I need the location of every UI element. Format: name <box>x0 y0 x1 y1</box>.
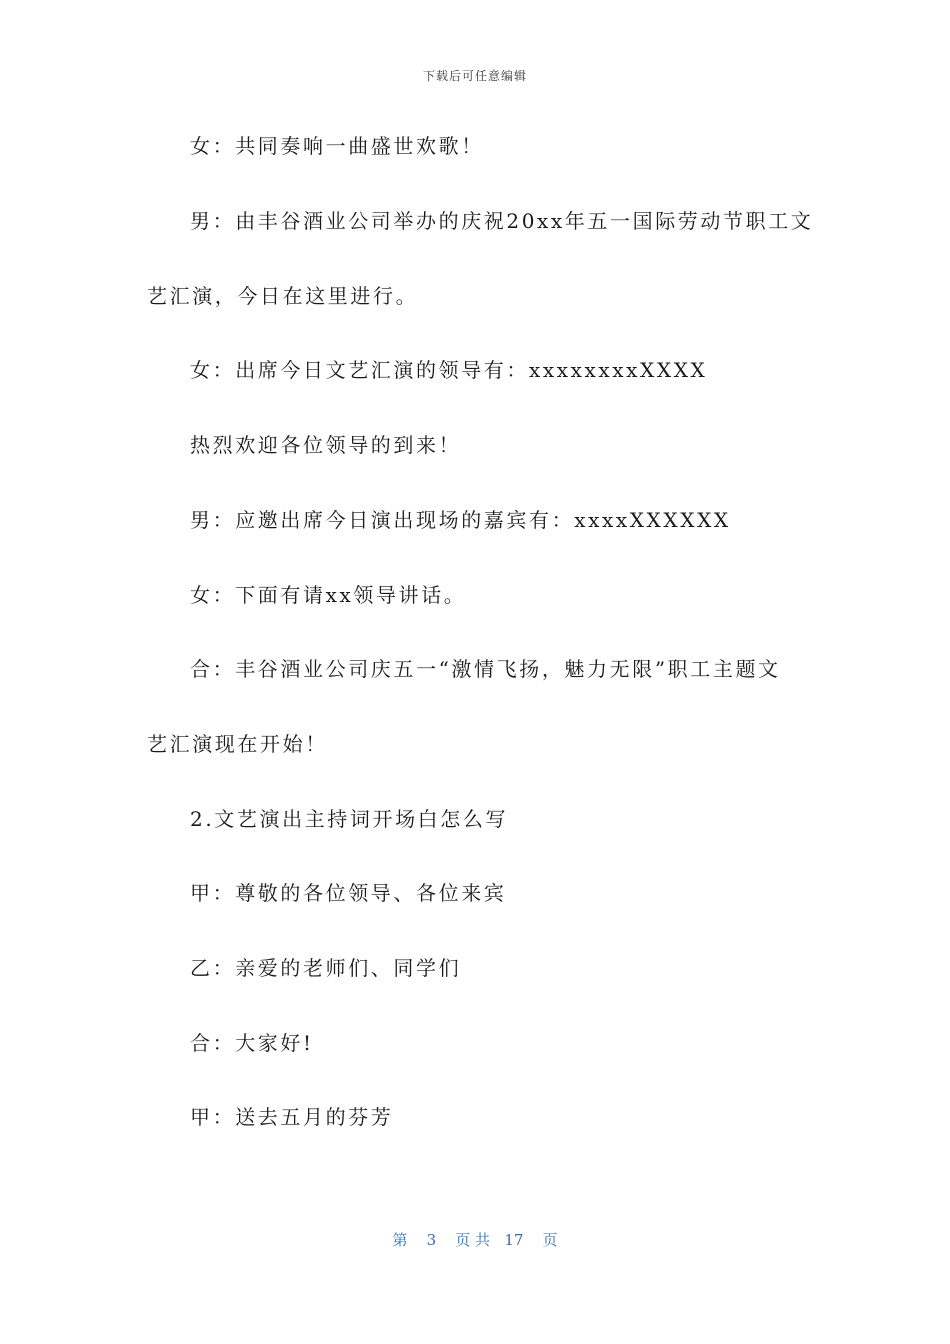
text-line-14: 甲：送去五月的芬芳 <box>190 1105 394 1129</box>
text-line-13: 合：大家好! <box>190 1031 314 1055</box>
text-line-1: 女：共同奏响一曲盛世欢歌！ <box>190 134 484 158</box>
text-line-8: 合：丰谷酒业公司庆五一“激情飞扬，魅力无限”职工主题文 <box>190 657 781 681</box>
footer-current-page: 3 <box>426 1231 437 1249</box>
text-line-4: 女：出席今日文艺汇演的领导有：xxxxxxxxXXXX <box>190 358 708 382</box>
footer-suffix: 页 <box>542 1231 558 1249</box>
section-heading: 2.文艺演出主持词开场白怎么写 <box>190 807 509 831</box>
text-line-7: 女：下面有请xx领导讲话。 <box>190 583 467 607</box>
footer-middle: 页 共 <box>455 1231 490 1249</box>
text-line-3: 艺汇演，今日在这里进行。 <box>147 284 419 308</box>
page-footer <box>0 1229 950 1250</box>
text-line-11: 甲：尊敬的各位领导、各位来宾 <box>190 881 507 905</box>
text-line-6: 男：应邀出席今日演出现场的嘉宾有：xxxxXXXXXX <box>190 508 731 532</box>
text-line-9: 艺汇演现在开始！ <box>147 732 328 756</box>
text-line-12: 乙：亲爱的老师们、同学们 <box>190 956 462 980</box>
text-line-5: 热烈欢迎各位领导的到来！ <box>190 433 462 457</box>
page-header: 下载后可任意编辑 <box>422 69 527 83</box>
footer-total-pages: 17 <box>504 1231 524 1249</box>
text-line-2: 男：由丰谷酒业公司举办的庆祝20xx年五一国际劳动节职工文 <box>190 209 814 233</box>
footer-prefix: 第 <box>392 1231 408 1249</box>
